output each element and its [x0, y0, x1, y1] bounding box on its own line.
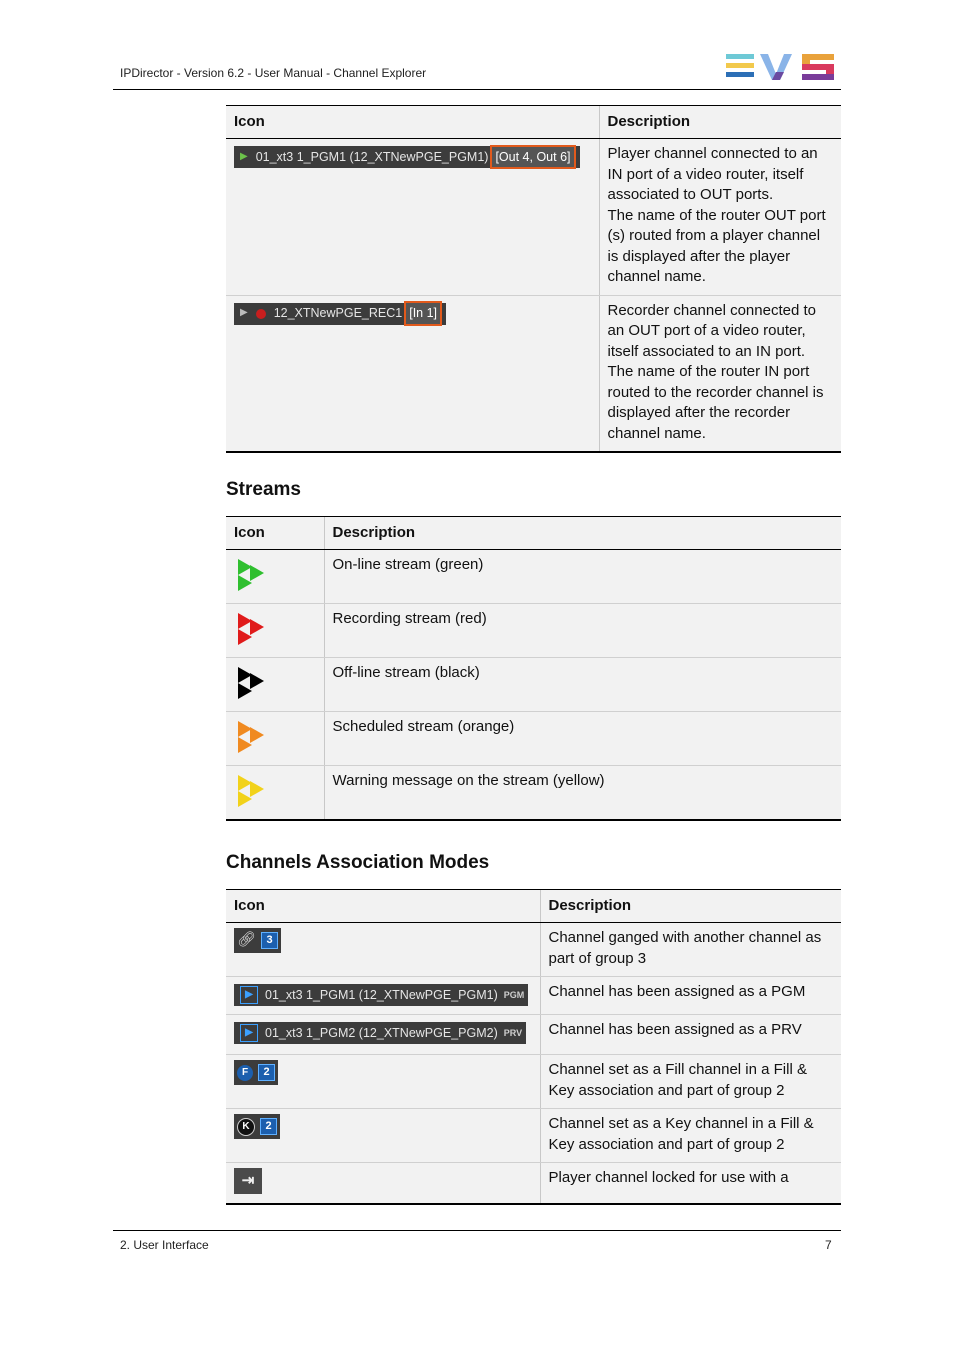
row-description: Warning message on the stream (yellow)	[324, 766, 841, 820]
table-row	[226, 712, 841, 766]
footer-section: 2. User Interface	[120, 1238, 209, 1252]
router-ports: [Out 4, Out 6]	[490, 145, 575, 170]
channel-name: 01_xt3 1_PGM1 (12_XTNewPGE_PGM1)	[255, 149, 489, 164]
col-header-description: Description	[540, 890, 841, 923]
prv-channel-icon: ▶	[240, 1024, 258, 1042]
table-row	[226, 1163, 841, 1204]
evs-logo	[726, 52, 834, 82]
lock-icon: ⇥	[234, 1168, 262, 1194]
fill-indicator	[234, 1060, 278, 1085]
table-row	[226, 550, 841, 604]
gang-link-icon: 🔗︎	[237, 931, 257, 949]
row-description: Recorder channel connected to an OUT port of a video router, itself associated to an IN port. The name of the router IN port routed to the recorder channel is displayed after the recorder channel name.	[599, 295, 841, 452]
table-row	[226, 1109, 841, 1163]
record-dot-icon	[256, 309, 266, 319]
row-description: Channel set as a Fill channel in a Fill & Key association and part of group 2	[540, 1055, 841, 1109]
channel-name: 12_XTNewPGE_REC1	[273, 306, 403, 321]
gang-indicator	[234, 928, 281, 953]
table-row	[226, 923, 841, 977]
recorder-channel-bar	[234, 303, 446, 325]
row-description: Channel set as a Key channel in a Fill & Key association and part of group 2	[540, 1109, 841, 1163]
row-description: Channel has been assigned as a PRV	[540, 1015, 841, 1055]
table-row	[226, 766, 841, 820]
channel-name: 01_xt3 1_PGM1 (12_XTNewPGE_PGM1)	[265, 987, 498, 1002]
expand-arrow-icon: ▶	[240, 307, 248, 319]
row-description: Off-line stream (black)	[324, 658, 841, 712]
channel-name: 01_xt3 1_PGM2 (12_XTNewPGE_PGM2)	[265, 1025, 498, 1040]
section-title-streams: Streams	[226, 479, 301, 500]
key-indicator	[234, 1114, 280, 1139]
pgm-channel-icon: ▶	[240, 986, 258, 1004]
table-row	[226, 139, 841, 296]
table-row	[226, 1015, 841, 1055]
player-channel-bar	[234, 146, 580, 168]
table-row	[226, 977, 841, 1015]
router-ports: [In 1]	[404, 301, 442, 326]
play-arrow-icon: ▶	[240, 150, 248, 162]
table-row	[226, 295, 841, 452]
col-header-description: Description	[599, 106, 841, 139]
channel-tag: PGM	[503, 989, 525, 1000]
scheduled-stream-icon	[234, 719, 268, 755]
header-title: IPDirector - Version 6.2 - User Manual - Channel Explorer	[120, 66, 427, 80]
row-description: Channel ganged with another channel as part of group 3	[540, 923, 841, 977]
page-number: 7	[825, 1238, 832, 1252]
fill-icon: F	[237, 1065, 253, 1081]
section-title-association: Channels Association Modes	[226, 852, 490, 873]
footer-rule	[113, 1230, 841, 1231]
router-table	[226, 105, 841, 453]
recording-stream-icon	[234, 611, 268, 647]
warning-stream-icon	[234, 773, 268, 809]
table-row	[226, 604, 841, 658]
col-header-icon: Icon	[226, 106, 599, 139]
col-header-description: Description	[324, 517, 841, 550]
group-number: 3	[261, 932, 278, 949]
col-header-icon: Icon	[226, 890, 540, 923]
association-table	[226, 889, 841, 1205]
row-description: Scheduled stream (orange)	[324, 712, 841, 766]
streams-table	[226, 516, 841, 821]
row-description: Channel has been assigned as a PGM	[540, 977, 841, 1015]
table-row	[226, 658, 841, 712]
row-description: Player channel connected to an IN port of a video router, itself associated to OUT ports. The name of the router OUT port (s) routed from a player channel is displayed after the player channel name.	[599, 139, 841, 296]
group-number: 2	[258, 1064, 275, 1081]
header-rule	[113, 89, 841, 90]
col-header-icon: Icon	[226, 517, 324, 550]
row-description: Recording stream (red)	[324, 604, 841, 658]
table-row	[226, 1055, 841, 1109]
prv-channel-bar	[234, 1022, 526, 1044]
offline-stream-icon	[234, 665, 268, 701]
group-number: 2	[260, 1118, 277, 1135]
pgm-channel-bar	[234, 984, 528, 1006]
online-stream-icon	[234, 557, 268, 593]
row-description: On-line stream (green)	[324, 550, 841, 604]
row-description: Player channel locked for use with a	[540, 1163, 841, 1204]
channel-tag: PRV	[503, 1027, 523, 1038]
key-icon: K	[237, 1118, 255, 1136]
